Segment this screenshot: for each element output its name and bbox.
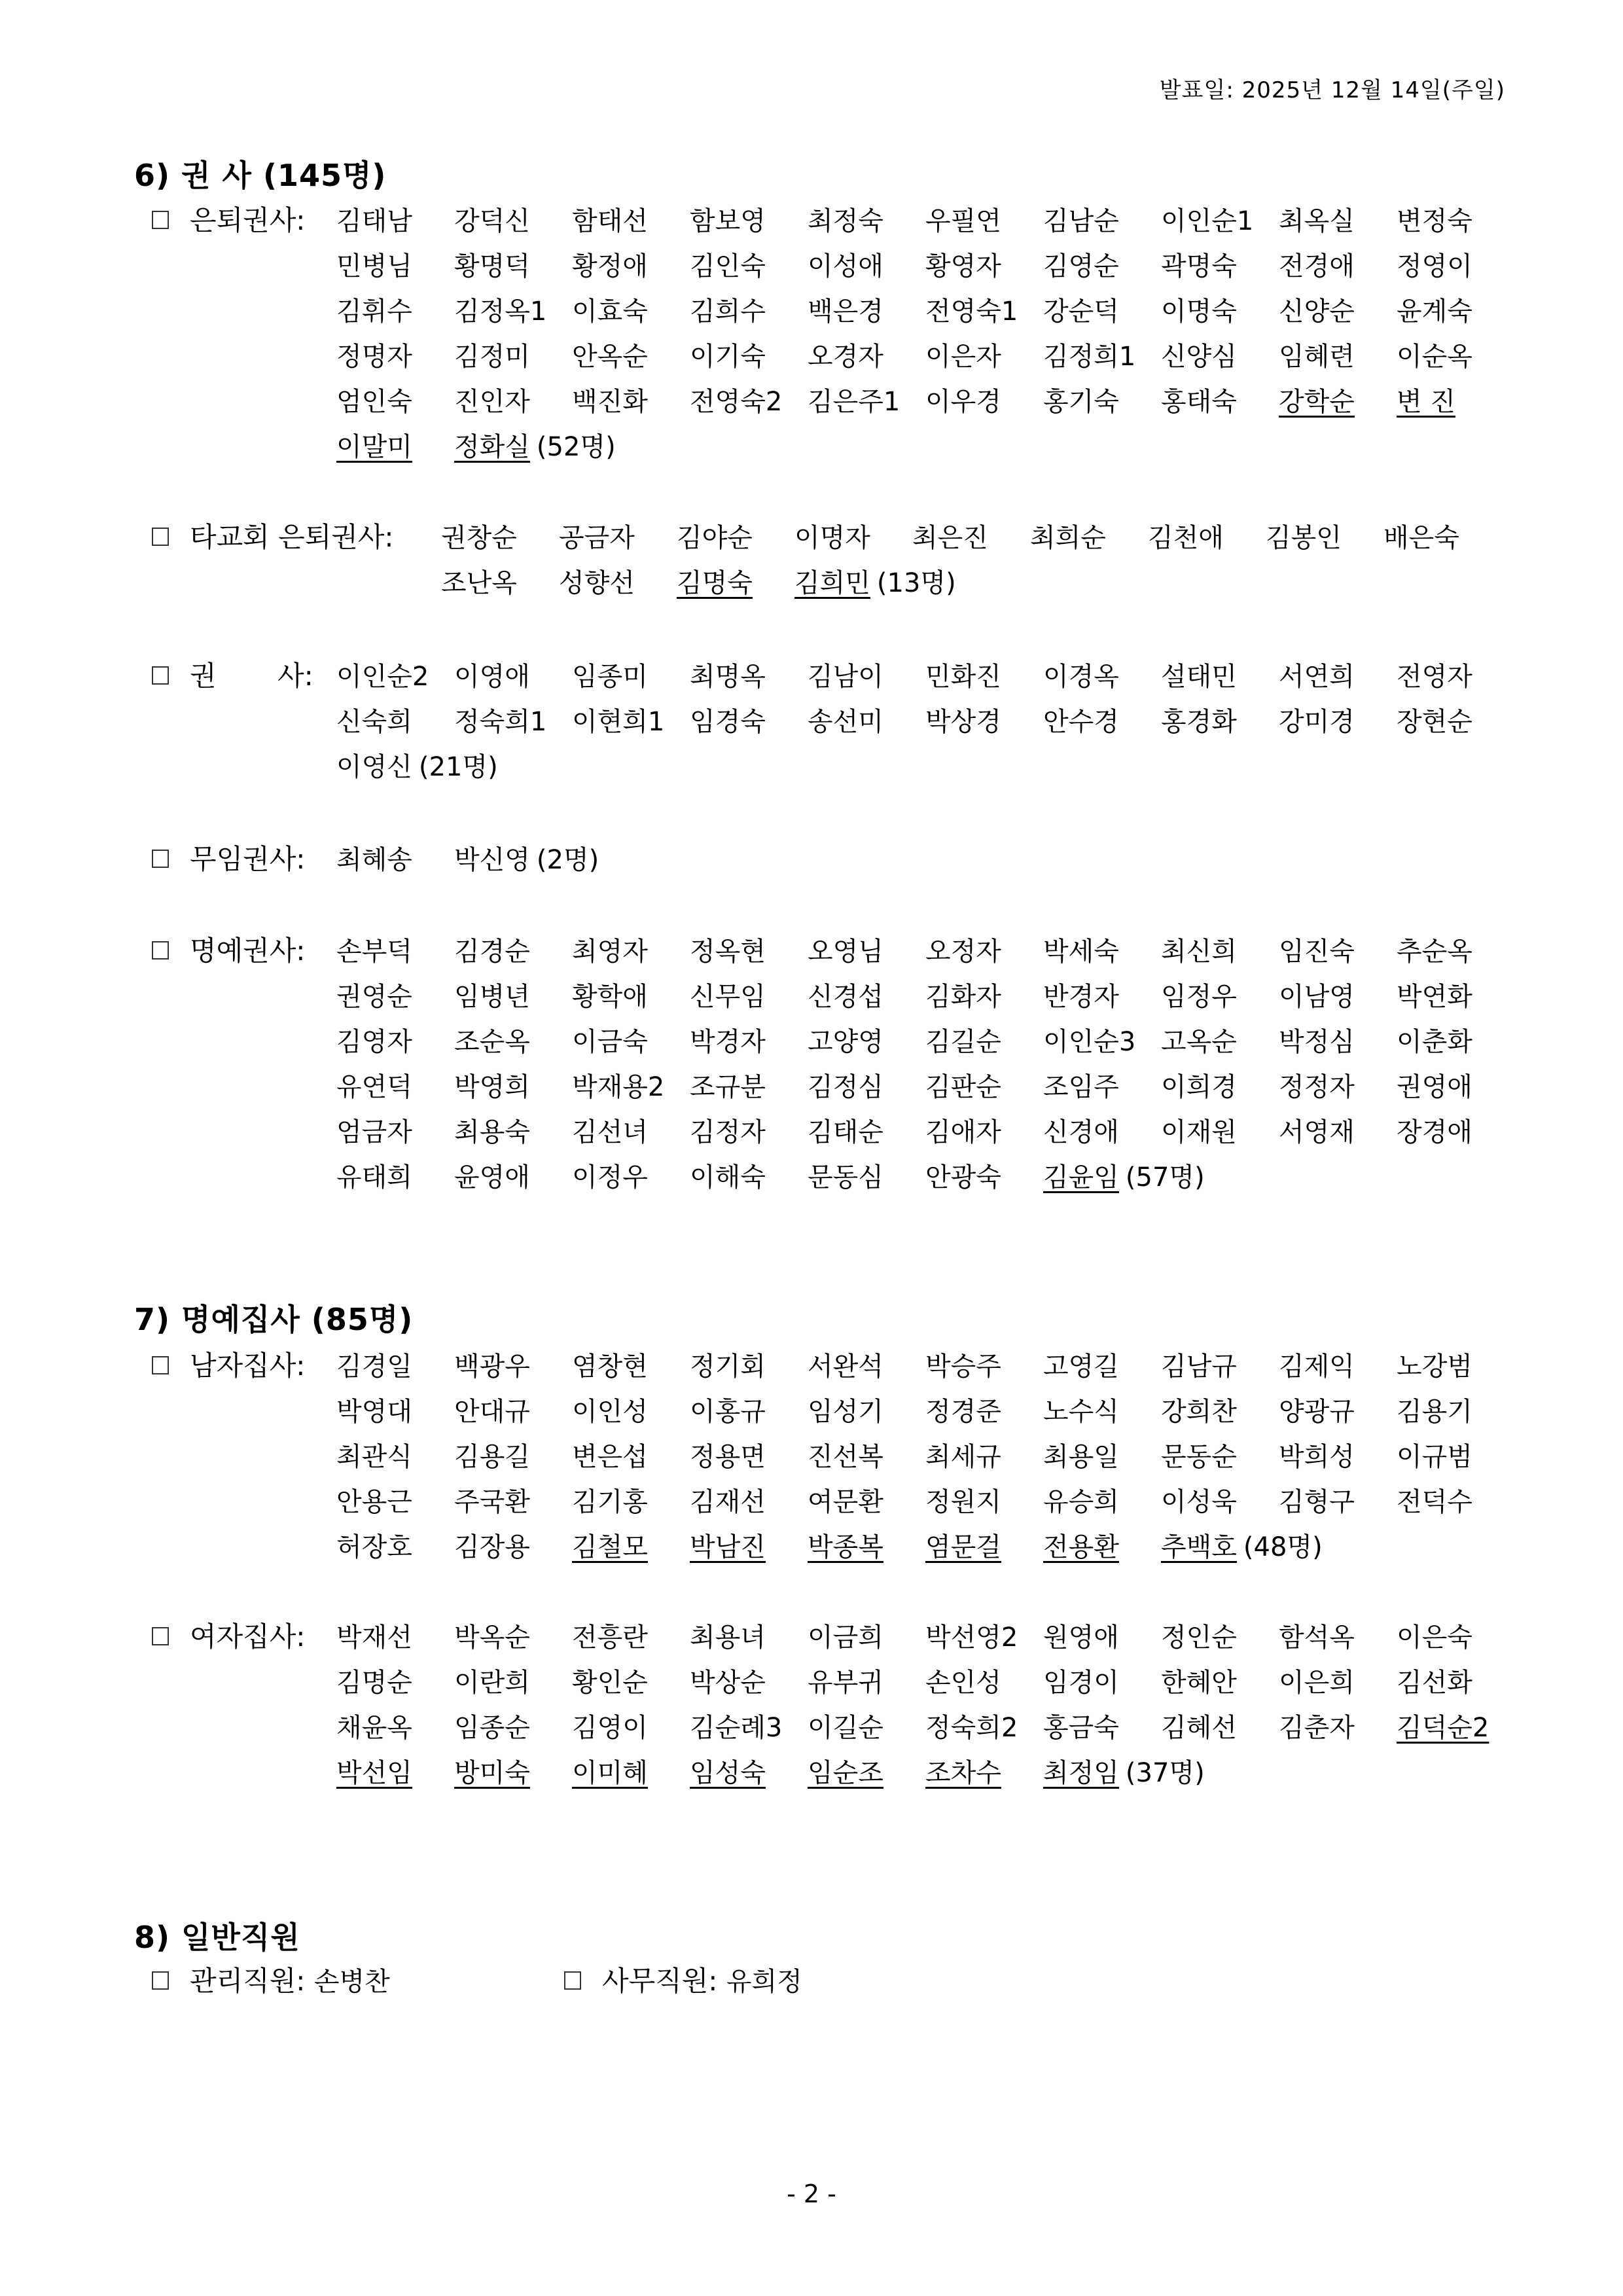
person-name: 김정옥1 xyxy=(454,296,547,327)
person-name: 민화진 xyxy=(925,662,1001,692)
person-name: 임병년 xyxy=(454,982,530,1012)
person-name: 홍기숙 xyxy=(1043,387,1119,417)
person-name: 한혜안 xyxy=(1161,1668,1237,1698)
group-count: (21명) xyxy=(418,752,498,782)
section-title-honorary-deacon: 7) 명예집사 (85명) xyxy=(134,1302,414,1337)
person-name: 이인순1 xyxy=(1161,206,1254,236)
person-name: 백은경 xyxy=(808,296,883,327)
group-label: 권 사: xyxy=(190,660,313,692)
person-name: 이금숙 xyxy=(572,1027,648,1057)
person-name: 김정미 xyxy=(454,342,530,372)
person-name: 김은주1 xyxy=(808,387,901,417)
person-name: 김영이 xyxy=(572,1713,648,1743)
person-name: 황인순 xyxy=(572,1668,648,1698)
person-name: 신양심 xyxy=(1161,342,1237,372)
person-name: 안광숙 xyxy=(925,1162,1001,1193)
person-name: 이란희 xyxy=(454,1668,530,1698)
person-name: 이인순3 xyxy=(1043,1027,1136,1057)
person-name: 유태희 xyxy=(336,1162,412,1193)
person-name: 김천애 xyxy=(1148,523,1224,553)
person-name: 김정희1 xyxy=(1043,342,1136,372)
person-name: 이영애 xyxy=(454,662,530,692)
staff-label: 사무직원: xyxy=(602,1965,718,1997)
person-name: 반경자 xyxy=(1043,982,1119,1012)
checkbox-icon xyxy=(564,1971,581,1990)
person-name: 강학순 xyxy=(1279,387,1355,417)
person-name: 정용면 xyxy=(690,1442,766,1472)
person-name: 전덕수 xyxy=(1397,1487,1472,1517)
person-name: 이은희 xyxy=(1279,1668,1355,1698)
person-name: 이기숙 xyxy=(690,342,766,372)
person-name: 이순옥 xyxy=(1397,342,1472,372)
person-name: 안대규 xyxy=(454,1397,530,1427)
person-name: 박정심 xyxy=(1279,1027,1355,1057)
person-name: 강덕신 xyxy=(454,206,530,236)
person-name: 공금자 xyxy=(559,523,635,553)
group-label: 타교회 은퇴권사: xyxy=(190,521,394,553)
person-name: 이성욱 xyxy=(1161,1487,1237,1517)
person-name: 고양영 xyxy=(808,1027,883,1057)
person-name: 정옥현 xyxy=(690,937,766,967)
person-name: 임정우 xyxy=(1161,982,1237,1012)
person-name: 이홍규 xyxy=(690,1397,766,1427)
person-name: 박선임 xyxy=(336,1758,412,1788)
person-name: 김선화 xyxy=(1397,1668,1472,1698)
group-label: 은퇴권사: xyxy=(190,204,306,236)
person-name: 박연화 xyxy=(1397,982,1472,1012)
person-name: 진선복 xyxy=(808,1442,883,1472)
person-name: 전용환 xyxy=(1043,1532,1119,1562)
group-count: (48명) xyxy=(1243,1532,1323,1562)
person-name: 김재선 xyxy=(690,1487,766,1517)
person-name: 조차수 xyxy=(925,1758,1001,1788)
person-name: 김형구 xyxy=(1279,1487,1355,1517)
person-name: 임종미 xyxy=(572,662,648,692)
checkbox-icon xyxy=(152,1356,169,1374)
name-grid xyxy=(336,1615,1514,1796)
person-name: 김경순 xyxy=(454,937,530,967)
person-name: 강희찬 xyxy=(1161,1397,1237,1427)
person-name: 김애자 xyxy=(925,1117,1001,1147)
person-name: 전경애 xyxy=(1279,251,1355,281)
person-name: 설태민 xyxy=(1161,662,1237,692)
person-name: 이규범 xyxy=(1397,1442,1472,1472)
person-name: 양광규 xyxy=(1279,1397,1355,1427)
person-name: 고영길 xyxy=(1043,1352,1119,1382)
person-name: 조임주 xyxy=(1043,1072,1119,1102)
person-name: 김휘수 xyxy=(336,296,412,327)
last-name-with-count xyxy=(1161,1525,1323,1570)
person-name: 원영애 xyxy=(1043,1623,1119,1653)
last-name-with-count xyxy=(794,561,956,606)
person-name: 변정숙 xyxy=(1397,206,1472,236)
person-name: 진인자 xyxy=(454,387,530,417)
last-name-with-count xyxy=(454,838,599,883)
person-name: 이현희1 xyxy=(572,707,665,737)
person-name: 이미혜 xyxy=(572,1758,648,1788)
person-name: 유승희 xyxy=(1043,1487,1119,1517)
person-name: 김희민 xyxy=(794,568,870,598)
person-name: 권창순 xyxy=(441,523,517,553)
person-name: 박상순 xyxy=(690,1668,766,1698)
person-name: 임경숙 xyxy=(690,707,766,737)
group-count: (37명) xyxy=(1125,1758,1205,1788)
person-name: 김경일 xyxy=(336,1352,412,1382)
person-name: 전영숙1 xyxy=(925,296,1018,327)
person-name: 임성기 xyxy=(808,1397,883,1427)
person-name: 정기회 xyxy=(690,1352,766,1382)
person-name: 조순옥 xyxy=(454,1027,530,1057)
person-name: 서연희 xyxy=(1279,662,1355,692)
person-name: 김야순 xyxy=(677,523,753,553)
checkbox-icon xyxy=(152,528,169,546)
person-name: 안수경 xyxy=(1043,707,1119,737)
person-name: 최관식 xyxy=(336,1442,412,1472)
person-name: 최신희 xyxy=(1161,937,1237,967)
last-name-with-count xyxy=(1043,1155,1205,1200)
person-name: 노강범 xyxy=(1397,1352,1472,1382)
person-name: 손인성 xyxy=(925,1668,1001,1698)
person-name: 이정우 xyxy=(572,1162,648,1193)
person-name: 김혜선 xyxy=(1161,1713,1237,1743)
person-name: 임순조 xyxy=(808,1758,883,1788)
person-name: 권영순 xyxy=(336,982,412,1012)
name-grid xyxy=(336,838,1514,883)
person-name: 박영대 xyxy=(336,1397,412,1427)
person-name: 박종복 xyxy=(808,1532,883,1562)
person-name: 윤계숙 xyxy=(1397,296,1472,327)
person-name: 최영자 xyxy=(572,937,648,967)
person-name: 김철모 xyxy=(572,1532,648,1562)
person-name: 권영애 xyxy=(1397,1072,1472,1102)
person-name: 유부귀 xyxy=(808,1668,883,1698)
person-name: 신숙희 xyxy=(336,707,412,737)
group-label: 명예권사: xyxy=(190,935,306,967)
person-name: 안용근 xyxy=(336,1487,412,1517)
section-title-deaconess: 6) 권 사 (145명) xyxy=(134,158,387,193)
person-name: 박희성 xyxy=(1279,1442,1355,1472)
person-name: 이은자 xyxy=(925,342,1001,372)
group-count: (13명) xyxy=(876,568,956,598)
announcement-date: 발표일: 2025년 12월 14일(주일) xyxy=(1159,77,1505,103)
person-name: 김태남 xyxy=(336,206,412,236)
person-name: 전영자 xyxy=(1397,662,1472,692)
person-name: 김남규 xyxy=(1161,1352,1237,1382)
person-name: 박상경 xyxy=(925,707,1001,737)
name-grid xyxy=(336,1344,1514,1570)
person-name: 박영희 xyxy=(454,1072,530,1102)
person-name: 최세규 xyxy=(925,1442,1001,1472)
person-name: 이희경 xyxy=(1161,1072,1237,1102)
person-name: 우필연 xyxy=(925,206,1001,236)
name-grid xyxy=(336,199,1514,470)
group-count: (52명) xyxy=(536,432,616,462)
person-name: 최용녀 xyxy=(690,1623,766,1653)
person-name: 조난옥 xyxy=(441,568,517,598)
person-name: 조규분 xyxy=(690,1072,766,1102)
person-name: 염창현 xyxy=(572,1352,648,1382)
person-name: 문동순 xyxy=(1161,1442,1237,1472)
person-name: 임성숙 xyxy=(690,1758,766,1788)
person-name: 박옥순 xyxy=(454,1623,530,1653)
person-name: 최용일 xyxy=(1043,1442,1119,1472)
person-name: 최옥실 xyxy=(1279,206,1355,236)
person-name: 김정자 xyxy=(690,1117,766,1147)
person-name: 정명자 xyxy=(336,342,412,372)
name-grid xyxy=(336,655,1514,790)
group-label: 여자집사: xyxy=(190,1621,306,1653)
person-name: 이인성 xyxy=(572,1397,648,1427)
person-name: 전영숙2 xyxy=(690,387,783,417)
person-name: 강미경 xyxy=(1279,707,1355,737)
person-name: 최은진 xyxy=(912,523,988,553)
person-name: 최희순 xyxy=(1030,523,1106,553)
person-name: 백광우 xyxy=(454,1352,530,1382)
staff-name: 유희정 xyxy=(726,1967,802,1997)
person-name: 정경준 xyxy=(925,1397,1001,1427)
person-name: 신무임 xyxy=(690,982,766,1012)
person-name: 정화실 xyxy=(454,432,530,462)
person-name: 황학애 xyxy=(572,982,648,1012)
checkbox-icon xyxy=(152,211,169,229)
name-grid xyxy=(441,516,1501,606)
person-name: 민병님 xyxy=(336,251,412,281)
group-count: (2명) xyxy=(536,845,599,875)
person-name: 황영자 xyxy=(925,251,1001,281)
person-name: 김덕순2 xyxy=(1397,1713,1489,1743)
staff-name: 손병찬 xyxy=(313,1967,390,1997)
person-name: 김길순 xyxy=(925,1027,1001,1057)
staff-label: 관리직원: xyxy=(190,1965,306,1997)
person-name: 김용기 xyxy=(1397,1397,1472,1427)
person-name: 임종순 xyxy=(454,1713,530,1743)
person-name: 김희수 xyxy=(690,296,766,327)
person-name: 이우경 xyxy=(925,387,1001,417)
person-name: 오경자 xyxy=(808,342,883,372)
person-name: 강순덕 xyxy=(1043,296,1119,327)
person-name: 이길순 xyxy=(808,1713,883,1743)
person-name: 김제익 xyxy=(1279,1352,1355,1382)
person-name: 김화자 xyxy=(925,982,1001,1012)
person-name: 임진숙 xyxy=(1279,937,1355,967)
person-name: 김선녀 xyxy=(572,1117,648,1147)
person-name: 오영님 xyxy=(808,937,883,967)
person-name: 김용길 xyxy=(454,1442,530,1472)
group-count: (57명) xyxy=(1125,1162,1205,1193)
checkbox-icon xyxy=(152,850,169,868)
person-name: 박남진 xyxy=(690,1532,766,1562)
person-name: 이영신 xyxy=(336,752,412,782)
person-name: 신양순 xyxy=(1279,296,1355,327)
last-name-with-count xyxy=(454,425,616,470)
person-name: 안옥순 xyxy=(572,342,648,372)
person-name: 염문걸 xyxy=(925,1532,1001,1562)
person-name: 김기홍 xyxy=(572,1487,648,1517)
checkbox-icon xyxy=(152,1971,169,1990)
person-name: 박재선 xyxy=(336,1623,412,1653)
person-name: 김명숙 xyxy=(677,568,753,598)
person-name: 허장호 xyxy=(336,1532,412,1562)
person-name: 엄인숙 xyxy=(336,387,412,417)
person-name: 백진화 xyxy=(572,387,648,417)
person-name: 김태순 xyxy=(808,1117,883,1147)
person-name: 황명덕 xyxy=(454,251,530,281)
person-name: 신경섭 xyxy=(808,982,883,1012)
person-name: 문동심 xyxy=(808,1162,883,1193)
person-name: 임경이 xyxy=(1043,1668,1119,1698)
person-name: 김남순 xyxy=(1043,206,1119,236)
person-name: 송선미 xyxy=(808,707,883,737)
person-name: 이효숙 xyxy=(572,296,648,327)
person-name: 이명숙 xyxy=(1161,296,1237,327)
person-name: 추순옥 xyxy=(1397,937,1472,967)
person-name: 서완석 xyxy=(808,1352,883,1382)
person-name: 김정심 xyxy=(808,1072,883,1102)
person-name: 노수식 xyxy=(1043,1397,1119,1427)
person-name: 홍금숙 xyxy=(1043,1713,1119,1743)
person-name: 이경옥 xyxy=(1043,662,1119,692)
person-name: 이인순2 xyxy=(336,662,429,692)
person-name: 함석옥 xyxy=(1279,1623,1355,1653)
person-name: 이남영 xyxy=(1279,982,1355,1012)
person-name: 최정숙 xyxy=(808,206,883,236)
checkbox-icon xyxy=(152,1627,169,1645)
person-name: 김남이 xyxy=(808,662,883,692)
person-name: 장현순 xyxy=(1397,707,1472,737)
person-name: 김판순 xyxy=(925,1072,1001,1102)
person-name: 변은섭 xyxy=(572,1442,648,1472)
page-number: - 2 - xyxy=(787,2179,836,2208)
person-name: 이재원 xyxy=(1161,1117,1237,1147)
person-name: 김인숙 xyxy=(690,251,766,281)
person-name: 전흥란 xyxy=(572,1623,648,1653)
person-name: 곽명숙 xyxy=(1161,251,1237,281)
person-name: 이성애 xyxy=(808,251,883,281)
person-name: 이해숙 xyxy=(690,1162,766,1193)
name-grid xyxy=(336,929,1514,1200)
person-name: 김영자 xyxy=(336,1027,412,1057)
person-name: 이은숙 xyxy=(1397,1623,1472,1653)
person-name: 김춘자 xyxy=(1279,1713,1355,1743)
person-name: 김장용 xyxy=(454,1532,530,1562)
person-name: 최명옥 xyxy=(690,662,766,692)
person-name: 김윤임 xyxy=(1043,1162,1119,1193)
last-name-with-count xyxy=(336,745,498,790)
person-name: 이말미 xyxy=(336,432,412,462)
person-name: 여문환 xyxy=(808,1487,883,1517)
person-name: 오정자 xyxy=(925,937,1001,967)
person-name: 정원지 xyxy=(925,1487,1001,1517)
person-name: 박선영2 xyxy=(925,1623,1018,1653)
person-name: 성향선 xyxy=(559,568,635,598)
person-name: 주국환 xyxy=(454,1487,530,1517)
person-name: 고옥순 xyxy=(1161,1027,1237,1057)
person-name: 박승주 xyxy=(925,1352,1001,1382)
person-name: 배은숙 xyxy=(1383,523,1459,553)
person-name: 이금희 xyxy=(808,1623,883,1653)
person-name: 김순례3 xyxy=(690,1713,783,1743)
person-name: 최혜송 xyxy=(336,845,412,875)
person-name: 정숙희2 xyxy=(925,1713,1018,1743)
person-name: 정인순 xyxy=(1161,1623,1237,1653)
last-name-with-count xyxy=(1043,1751,1205,1796)
person-name: 정숙희1 xyxy=(454,707,547,737)
person-name: 정영이 xyxy=(1397,251,1472,281)
checkbox-icon xyxy=(152,666,169,685)
checkbox-icon xyxy=(152,941,169,960)
person-name: 손부덕 xyxy=(336,937,412,967)
person-name: 엄금자 xyxy=(336,1117,412,1147)
person-name: 윤영애 xyxy=(454,1162,530,1193)
person-name: 함태선 xyxy=(572,206,648,236)
person-name: 이명자 xyxy=(794,523,870,553)
person-name: 홍태숙 xyxy=(1161,387,1237,417)
person-name: 박신영 xyxy=(454,845,530,875)
person-name: 김명순 xyxy=(336,1668,412,1698)
person-name: 이춘화 xyxy=(1397,1027,1472,1057)
person-name: 서영재 xyxy=(1279,1117,1355,1147)
person-name: 신경애 xyxy=(1043,1117,1119,1147)
person-name: 최정임 xyxy=(1043,1758,1119,1788)
person-name: 정정자 xyxy=(1279,1072,1355,1102)
person-name: 추백호 xyxy=(1161,1532,1237,1562)
group-label: 남자집사: xyxy=(190,1350,306,1382)
person-name: 유연덕 xyxy=(336,1072,412,1102)
group-label: 무임권사: xyxy=(190,843,306,875)
person-name: 변 진 xyxy=(1397,387,1455,417)
section-title-general-staff: 8) 일반직원 xyxy=(134,1920,300,1955)
person-name: 홍경화 xyxy=(1161,707,1237,737)
person-name: 황정애 xyxy=(572,251,648,281)
person-name: 채윤옥 xyxy=(336,1713,412,1743)
person-name: 김영순 xyxy=(1043,251,1119,281)
person-name: 함보영 xyxy=(690,206,766,236)
person-name: 김봉인 xyxy=(1266,523,1342,553)
person-name: 박재용2 xyxy=(572,1072,665,1102)
person-name: 임혜련 xyxy=(1279,342,1355,372)
person-name: 박경자 xyxy=(690,1027,766,1057)
person-name: 장경애 xyxy=(1397,1117,1472,1147)
person-name: 방미숙 xyxy=(454,1758,530,1788)
person-name: 최용숙 xyxy=(454,1117,530,1147)
person-name: 박세숙 xyxy=(1043,937,1119,967)
